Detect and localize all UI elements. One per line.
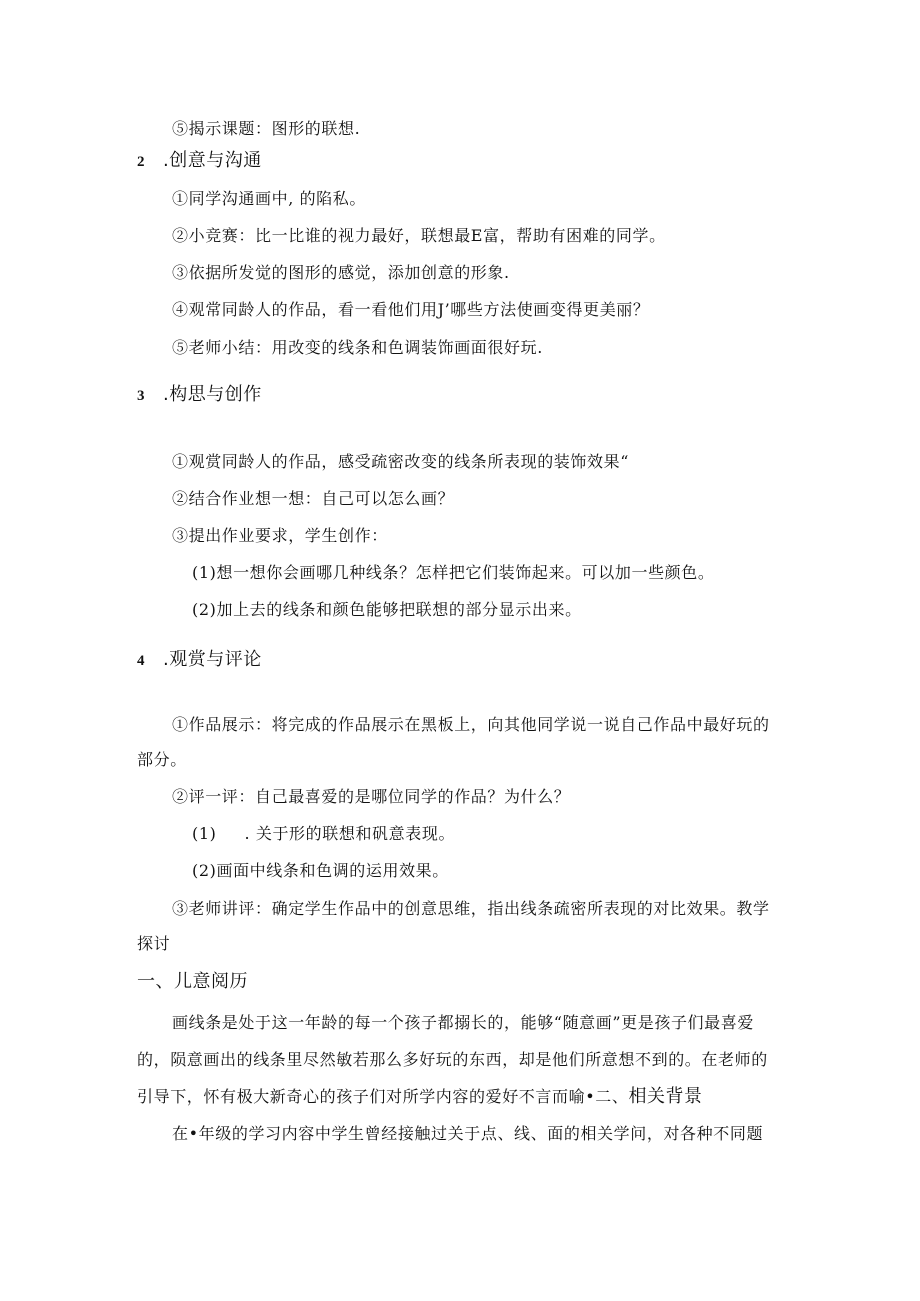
list-item: ①观赏同龄人的作品，感受疏密改变的线条所表现的装饰效果“ bbox=[172, 452, 629, 471]
part-heading-experience: 一、儿意阅历 bbox=[137, 971, 248, 992]
sub-item: (2)画面中线条和色调的运用效果。 bbox=[192, 861, 449, 880]
paragraph-line: 在•年级的学习内容中学生曾经接触过关于点、线、面的相关学问，对各种不同题 bbox=[172, 1124, 764, 1143]
list-item: ③老师讲评：确定学生作品中的创意思维，指出线条疏密所表现的对比效果。教学 bbox=[172, 899, 770, 918]
section-number: 2 bbox=[137, 154, 145, 170]
section-heading-creativity bbox=[137, 149, 262, 174]
list-item: ②小竞赛：比一比谁的视力最好，联想最E富，帮助有困难的同学。 bbox=[172, 226, 666, 245]
sub-item-text: . 关于形的联想和矾意表现。 bbox=[244, 824, 456, 843]
sub-item: (2)加上去的线条和颜色能够把联想的部分显示出来。 bbox=[192, 600, 582, 619]
list-item-continuation: 部分。 bbox=[137, 750, 187, 769]
sub-item: (1)想一想你会画哪几种线条？怎样把它们装饰起来。可以加一些颜色。 bbox=[192, 563, 715, 582]
list-item: ④观常同龄人的作品，看一看他们用J’哪些方法使画变得更美丽？ bbox=[172, 300, 650, 319]
section-title: .观赏与评论 bbox=[163, 649, 262, 670]
list-item: ③提出作业要求，学生创作： bbox=[172, 526, 388, 545]
list-item-continuation: 探讨 bbox=[137, 934, 171, 953]
list-item: ①同学沟通画中, 的陷私。 bbox=[172, 189, 366, 208]
list-item: ②结合作业想一想：自己可以怎么画？ bbox=[172, 489, 455, 508]
sub-item bbox=[192, 823, 455, 845]
section-number: 4 bbox=[137, 653, 145, 669]
section-title: .构思与创作 bbox=[163, 384, 262, 405]
paragraph-line: 画线条是处于这一年龄的每一个孩子都搦长的，能够“随意画”更是孩子们最喜爱 bbox=[172, 1013, 754, 1032]
section-heading-conception bbox=[137, 383, 262, 408]
section-number: 3 bbox=[137, 388, 145, 404]
paragraph-line bbox=[137, 1086, 702, 1108]
part-heading-background: 相关背景 bbox=[628, 1086, 703, 1107]
section-title: .创意与沟通 bbox=[163, 150, 262, 171]
section-heading-appreciation bbox=[137, 648, 262, 673]
step-reveal-topic: ⑤揭示课题：图形的联想. bbox=[172, 119, 361, 138]
list-item: ②评一评：自己最喜爱的是哪位同学的作品？为什么？ bbox=[172, 787, 571, 806]
paragraph-line: 的，陨意画出的线条里尽然敏若那么多好玩的东西，却是他们所意想不到的。在老师的 bbox=[137, 1050, 768, 1069]
sub-item-number: (1) bbox=[192, 824, 217, 843]
list-item: ①作品展示：将完成的作品展示在黑板上，向其他同学说一说自己作品中最好玩的 bbox=[172, 715, 770, 734]
list-item: ⑤老师小结：用改变的线条和色调装饰画面很好玩. bbox=[172, 338, 543, 357]
paragraph-text: 引导下，怀有极大新奇心的孩子们对所学内容的爱好不言而喻•二、 bbox=[137, 1087, 629, 1106]
list-item: ③依据所发觉的图形的感觉，添加创意的形象. bbox=[172, 263, 510, 282]
